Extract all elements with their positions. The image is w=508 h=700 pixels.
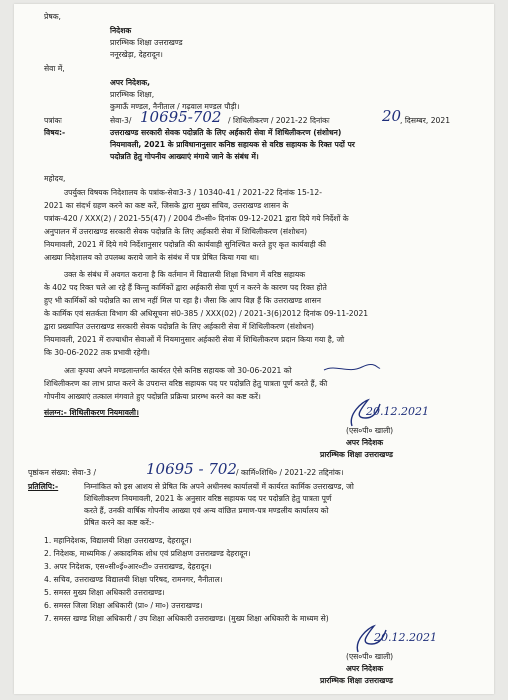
enclosure: संलग्न:- शिथिलीकरण नियमावली। — [44, 408, 139, 417]
endorsement-ref-prefix: पृष्ठांकन संख्या: सेवा-3 / — [28, 468, 96, 477]
sender-address: ननूरखेड़ा, देहरादून। — [110, 50, 163, 59]
para2-line: कि 30-06-2022 तक प्रभावी रहेगी। — [44, 348, 150, 357]
signature-date-handwritten: 20.12.2021 — [366, 405, 429, 418]
para2-line: उक्त के संबंध में अवगत कराना है कि वर्तमान में विद्यालयी शिक्षा विभाग में वरिष्ठ सहायक — [64, 270, 306, 279]
para1-line: 2021 का संदर्भ ग्रहण करने का कष्ट करें, जिसके द्वारा मुख्य सचिव, उत्तराखण्ड शासन के — [44, 201, 289, 210]
ref-line — [110, 116, 131, 126]
signatory-title: अपर निदेशक — [346, 664, 384, 673]
para1-line: आख्या निदेशालय को उपलब्ध कराये जाने के संबंध में पत्र प्रेषित किया गया था। — [44, 253, 259, 262]
copy-item: 7. समस्त खण्ड शिक्षा अधिकारी / उप शिक्षा अधिकारी उत्तराखण्ड। (मुख्य शिक्षा अधिकारी के माध्यम से) — [44, 614, 329, 623]
copy-item: 2. निदेशक, माध्यमिक / अकादमिक शोध एवं प्रशिक्षण उत्तराखण्ड देहरादून। — [44, 549, 251, 558]
para1-line: नियमावली, 2021 में दिये गये निर्देशानुसार पदोन्नति की कार्यवाही सुनिश्चित करते हुए कृत कार्यवाही की — [44, 240, 326, 249]
to-label: सेवा में, — [44, 64, 65, 73]
copy-item: 3. अपर निदेशक, एस०सी०ई०आर०टी० उत्तराखण्ड, देहरादून। — [44, 562, 212, 571]
para2-line: के 402 पद रिक्त चले आ रहे हैं किन्तु कार्मिकों द्वारा अर्हकारी सेवा पूर्ण न करने के कारण पद रिक्त होते — [44, 283, 327, 292]
subject-label: विषय:- — [44, 128, 66, 137]
signatory-dept: प्रारम्भिक शिक्षा उत्तराखण्ड — [320, 676, 393, 685]
date-suffix: , दिसम्बर, 2021 — [400, 116, 451, 125]
strike-scribble — [322, 362, 382, 376]
para1-line: उपर्युक्त विषयक निदेशालय के पत्रांक-सेवा3-3 / 10340-41 / 2021-22 दिनांक 15-12- — [64, 188, 322, 197]
ref-prefix: सेवा-3/ — [110, 116, 132, 125]
para2-line: द्वारा प्रख्यापित उत्तराखण्ड सरकारी सेवक पदोन्नति के लिए अर्हकारी सेवा में शिथिलीकरण (संशोधन) — [44, 322, 314, 331]
copy-line: शिथिलीकरण नियमावली, 2021 के अनुसार वरिष्ठ सहायक पद पर पदोन्नति हेतु पात्रता पूर्ण — [84, 494, 332, 503]
para1-line: अनुपालन में उत्तराखण्ड सरकारी सेवक पदोन्नति के लिए अर्हकारी सेवा में शिथिलीकरण (संशोधन) — [44, 227, 308, 236]
ref-number-handwritten: 10695-702 — [140, 108, 222, 126]
date-handwritten: 20 — [382, 107, 402, 125]
copy-item: 6. समस्त जिला शिक्षा अधिकारी (प्रा० / मा०) उत्तराखण्ड। — [44, 601, 203, 610]
para1-line: पत्रांक-420 / XXX(2) / 2021-55(47) / 2004 टी०सी० दिनांक 09-12-2021 द्वारा दिये गये निर्देशों के — [44, 214, 349, 223]
letter-page — [14, 4, 494, 694]
copy-line: प्रेषित करने का कष्ट करें:- — [84, 518, 155, 527]
signatory-title: अपर निदेशक — [346, 438, 384, 447]
para2-line: हुए भी कार्मिकों को पदोन्नति का लाभ नहीं मिल पा रहा है। जैसा कि आप विज्ञ हैं कि उत्तराखण्ड शासन — [44, 296, 321, 305]
subject-line-3: पदोन्नति हेतु गोपनीय आख्याएं मंगाये जाने के संबंध में। — [110, 152, 259, 161]
endorsement-ref-suffix: / कार्मि०शिथि० / 2021-22 तद्दिनांक। — [236, 468, 344, 477]
para3-line: गोपनीय आख्याएं तत्काल मंगवाते हुए पदोन्नति प्रक्रिया प्रारम्भ करने का कष्ट करें। — [44, 392, 261, 401]
subject-line-2: नियमावली, 2021 के प्राविधानानुसार कनिष्ठ सहायक से वरिष्ठ सहायक के रिक्त पदों पर — [110, 140, 355, 149]
signatory-name: (एस०पी० खाली) — [346, 426, 394, 435]
copy-item: 5. समस्त मुख्य शिक्षा अधिकारी उत्तराखण्ड। — [44, 588, 165, 597]
sender-dept: प्रारम्भिक शिक्षा उत्तराखण्ड — [110, 38, 183, 47]
signature-date-handwritten: 20.12.2021 — [374, 631, 437, 644]
signatory-name: (एस०पी० खाली) — [346, 652, 394, 661]
sender-title: निदेशक — [110, 26, 132, 35]
para2-line: नियमावली, 2021 में राज्याधीन सेवाओं में नियमानुसार अर्हकारी सेवा में शिथिलीकरण प्रदान किया गया है, जो — [44, 335, 345, 344]
greeting: महोदय, — [44, 174, 66, 183]
copy-line: करते हैं, उनकी वार्षिक गोपनीय आख्या एवं अन्य वांछित प्रमाण-पत्र मण्डलीय कार्यालय को — [84, 506, 329, 515]
para2-line: के कार्मिक एवं सतर्कता विभाग की अधिसूचना सं0-385 / XXX(02) / 2021-3(6)2012 दिनांक 09-11-2021 — [44, 309, 369, 318]
ref-label: पत्रांकः — [44, 116, 62, 125]
endorsement-ref-handwritten: 10695 - 702 — [146, 460, 237, 478]
to-dept: प्रारम्भिक शिक्षा, — [110, 90, 155, 99]
para3-line: शिथिलीकरण का लाभ प्राप्त करने के उपरान्त वरिष्ठ सहायक पद पर पदोन्नति हेतु पात्रता पूर्ण करते हैं, की — [44, 379, 328, 388]
para3-line: अतः कृपया अपने मण्डलान्तर्गत कार्यरत ऐसे कनिष्ठ सहायक जो 30-06-2021 को — [64, 366, 292, 375]
sender-label: प्रेषक, — [44, 12, 61, 21]
copy-line: निम्नांकित को इस आशय से प्रेषित कि अपने अधीनस्थ कार्यालयों में कार्यरत कार्मिक उत्तराखण्ड, जो — [84, 482, 354, 491]
copy-item: 1. महानिदेशक, विद्यालयी शिक्षा उत्तराखण्ड, देहरादून। — [44, 536, 192, 545]
copy-label: प्रतिलिपि:- — [28, 482, 59, 491]
to-region: कुमाऊँ मण्डल, नैनीताल / गढ़वाल मण्डल पौड़ी। — [110, 102, 240, 111]
copy-item: 4. सचिव, उत्तराखण्ड विद्यालयी शिक्षा परिषद, रामनगर, नैनीताल। — [44, 575, 223, 584]
signatory-dept: प्रारम्भिक शिक्षा उत्तराखण्ड — [320, 450, 393, 459]
ref-suffix: / शिथिलीकरण / 2021-22 दिनांकः — [228, 116, 330, 125]
to-title: अपर निदेशक, — [110, 78, 150, 87]
subject-line-1: उत्तराखण्ड सरकारी सेवक पदोन्नति के लिए अर्हकारी सेवा में शिथिलीकरण (संशोधन) — [110, 128, 342, 137]
